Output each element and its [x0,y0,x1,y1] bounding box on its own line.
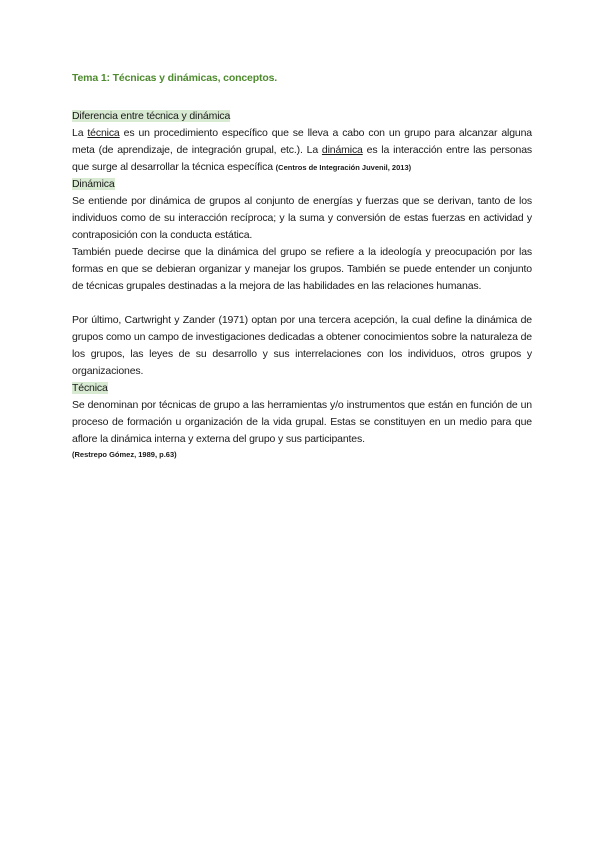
text-run: es un procedimiento específico que se lleva a cabo con un grupo para alcanzar alguna meta (de aprendizaje, de integración grupal, etc.). La [72,127,532,156]
blank-line [72,295,532,312]
section-heading-diferencia [72,108,532,125]
citation: (Centros de Integración Juvenil, 2013) [275,163,412,172]
section-heading-tecnica [72,380,532,397]
citation-restrepo: (Restrepo Gómez, 1989, p.63) [72,450,177,459]
section-heading-diferencia-text: Diferencia entre técnica y dinámica [72,110,231,122]
text-run: es la interacción entre las personas que surge al desarrollar la técnica específica [72,144,532,173]
text-run: La [72,127,88,139]
document-title: Tema 1: Técnicas y dinámicas, conceptos. [72,72,278,84]
section-heading-tecnica-text: Técnica [72,382,108,394]
paragraph-dinamica-2: También puede decirse que la dinámica del grupo se refiere a la ideología y preocupación por las formas en que se debieran organizar y manejar los grupos. También se puede entender un conjunto de técnicas grupales destinadas a la mejora de las habilidades en las relaciones humanas. [72,246,532,292]
paragraph-dinamica-3: Por último, Cartwright y Zander (1971) optan por una tercera acepción, la cual define la dinámica de grupos como un campo de investigaciones dedicadas a obtener conocimientos sobre la naturaleza de los grupos, las leyes de su desarrollo y sus interrelaciones con los individuos, otros grupos y organizaciones. [72,314,532,377]
section-heading-dinamica-text: Dinámica [72,178,115,190]
section-heading-dinamica [72,176,532,193]
paragraph-diferencia [72,125,532,176]
document-page [72,70,532,461]
underlined-term-dinamica: dinámica [321,144,363,156]
underlined-term-tecnica: técnica [87,127,120,139]
paragraph-dinamica-1: Se entiende por dinámica de grupos al conjunto de energías y fuerzas que se derivan, tanto de los individuos como de su interacción recíproca; y la suma y conversión de estas fuerzas en actividad y contraposición con la conducta estática. [72,195,532,241]
paragraph-tecnica: Se denominan por técnicas de grupo a las herramientas y/o instrumentos que están en función de un proceso de formación u organización de la vida grupal. Estas se constituyen en un medio para que aflore la dinámica interna y externa del grupo y sus participantes. [72,399,532,445]
